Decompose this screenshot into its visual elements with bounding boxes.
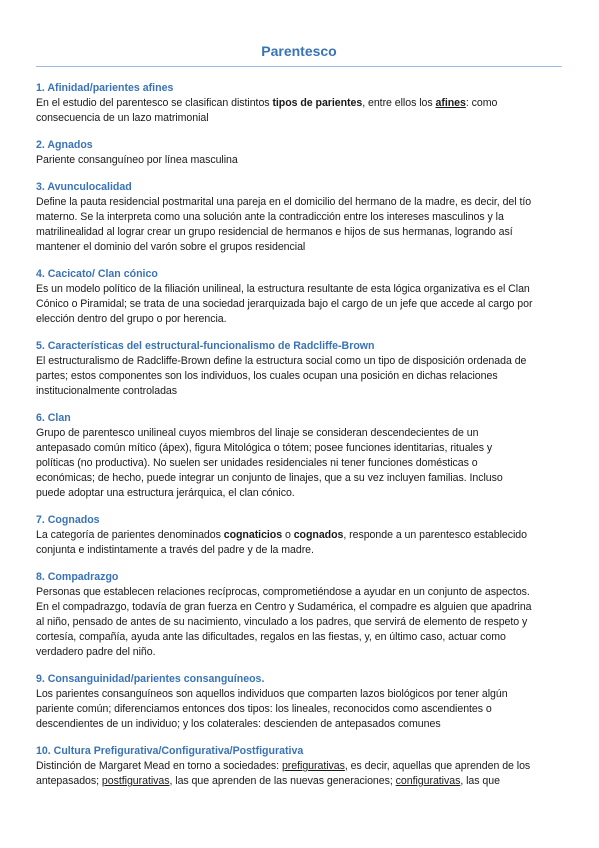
body-line — [36, 225, 562, 240]
text-run: elección dentro del grupo o por herencia. — [36, 313, 227, 325]
body-line — [36, 210, 562, 225]
bold-term: afines — [435, 97, 466, 109]
body-line — [36, 486, 562, 501]
bold-term: cognaticios — [223, 529, 283, 541]
text-run: Es un modelo político de la filiación unilineal, la estructura resultante de esta lógica organizativa es el Clan — [36, 283, 530, 295]
body-line — [36, 471, 562, 486]
body-line — [36, 687, 562, 702]
text-run: cortesía, compañía, ayuda ante las dificultades, regalos en las fiestas, y, en último caso, actuar como — [36, 631, 506, 643]
body-line — [36, 354, 562, 369]
body-line — [36, 528, 562, 543]
section — [36, 411, 562, 501]
body-line — [36, 774, 562, 789]
bold-term: tipos de parientes — [272, 97, 363, 109]
section — [36, 267, 562, 327]
section-heading: 4. Cacicato/ Clan cónico — [36, 268, 158, 280]
body-line — [36, 717, 562, 732]
body-line — [36, 543, 562, 558]
text-run: Distinción de Margaret Mead en torno a sociedades: — [36, 760, 282, 772]
text-run: En el compadrazgo, todavía de gran fuerza en Centro y Sudamérica, el compadre es alguien que apadrina — [36, 601, 532, 613]
text-run: mantener el dominio del varón sobre el grupos residencial — [36, 241, 306, 253]
section — [36, 81, 562, 126]
text-run: La categoría de parientes denominados — [36, 529, 224, 541]
body-line — [36, 297, 562, 312]
text-run: antepasados; — [36, 775, 102, 787]
text-run: partes; estos componentes son los individuos, los cuales ocupan una posición en dichas relaciones — [36, 370, 498, 382]
body-line — [36, 585, 562, 600]
text-run: Cónico o Piramidal; se trata de una sociedad jerarquizada bajo el cargo de un jefe que accede al cargo por — [36, 298, 533, 310]
underlined-term: configurativas — [395, 775, 461, 787]
section-heading: 6. Clan — [36, 412, 71, 424]
section-heading: 8. Compadrazgo — [36, 571, 119, 583]
text-run: , responde a un parentesco establecido — [343, 529, 527, 541]
body-line — [36, 441, 562, 456]
body-line — [36, 426, 562, 441]
section-heading: 9. Consanguinidad/parientes consanguíneos. — [36, 673, 265, 685]
section — [36, 138, 562, 168]
body-line — [36, 456, 562, 471]
sections-container — [36, 81, 562, 789]
page-title: Parentesco — [261, 43, 337, 59]
text-run: económicas; de hecho, puede integrar un conjunto de linajes, que a su vez incluyen familias. Incluso — [36, 472, 503, 484]
section-heading: 7. Cognados — [36, 514, 100, 526]
text-run: Define la pauta residencial postmarital una pareja en el domicilio del hermano de la madre, es decir, del tío — [36, 196, 532, 208]
body-line — [36, 645, 562, 660]
section — [36, 672, 562, 732]
text-run: institucionalmente controladas — [36, 385, 178, 397]
body-line — [36, 240, 562, 255]
body-line — [36, 369, 562, 384]
title-divider — [36, 66, 562, 67]
text-run: , entre ellos los — [362, 97, 436, 109]
section-heading: 5. Características del estructural-funcionalismo de Radcliffe-Brown — [36, 340, 375, 352]
text-run: En el estudio del parentesco se clasifican distintos — [36, 97, 273, 109]
text-run: El estructuralismo de Radcliffe-Brown define la estructura social como un tipo de disposición ordenada de — [36, 355, 527, 367]
section — [36, 180, 562, 255]
body-line — [36, 111, 562, 126]
text-run: puede adoptar una estructura jerárquica, el clan cónico. — [36, 487, 295, 499]
text-run: al niño, pensado de antes de su nacimiento, vinculado a los padres, que servirá de elemento de respeto y — [36, 616, 528, 628]
section-heading: 2. Agnados — [36, 139, 93, 151]
text-run: o — [282, 529, 294, 541]
text-run: descendientes de un individuo; y los colaterales: descienden de antepasados comunes — [36, 718, 441, 730]
body-line — [36, 153, 562, 168]
section — [36, 744, 562, 789]
body-line — [36, 759, 562, 774]
text-run: pariente común; diferenciamos entonces dos tipos: los lineales, reconocidos como ascendientes o — [36, 703, 492, 715]
body-line — [36, 702, 562, 717]
text-run: conjunta e indistintamente a través del padre y de la madre. — [36, 544, 314, 556]
section-heading: 3. Avunculocalidad — [36, 181, 132, 193]
body-line — [36, 195, 562, 210]
bold-term: cognados — [293, 529, 344, 541]
text-run: antepasado común mítico (ápex), figura Mitológica o tótem; posee funciones identitarias, rituales y — [36, 442, 493, 454]
text-run: , las que aprenden de las nuevas generaciones; — [169, 775, 396, 787]
text-run: matrilinealidad al lograr crear un grupo residencial de hermanos e hijos de sus hermanas, logrando así — [36, 226, 513, 238]
text-run: verdadero padre del niño. — [36, 646, 156, 658]
underlined-term: postfigurativas — [101, 775, 170, 787]
body-line — [36, 96, 562, 111]
body-line — [36, 384, 562, 399]
text-run: Los parientes consanguíneos son aquellos individuos que comparten lazos biológicos por tener algún — [36, 688, 508, 700]
body-line — [36, 312, 562, 327]
text-run: Grupo de parentesco unilineal cuyos miembros del linaje se consideran descendecientes de un — [36, 427, 479, 439]
text-run: Pariente consanguíneo por línea masculina — [36, 154, 238, 166]
section-heading: 10. Cultura Prefigurativa/Configurativa/Postfigurativa — [36, 745, 304, 757]
text-run: políticas (no productiva). No suelen ser unidades residenciales ni tener funciones domésticas o — [36, 457, 478, 469]
text-run: Personas que establecen relaciones recíprocas, comprometiéndose a ayudar en un conjunto de aspectos. — [36, 586, 530, 598]
underlined-term: prefigurativas — [281, 760, 345, 772]
body-line — [36, 630, 562, 645]
text-run: : como — [465, 97, 498, 109]
section — [36, 339, 562, 399]
section — [36, 570, 562, 660]
body-line — [36, 282, 562, 297]
section — [36, 513, 562, 558]
text-run: consecuencia de un lazo matrimonial — [36, 112, 209, 124]
section-heading: 1. Afinidad/parientes afines — [36, 82, 174, 94]
text-run: , las que — [460, 775, 500, 787]
body-line — [36, 600, 562, 615]
text-run: materno. Se la interpreta como una solución ante la contradicción entre los intereses masculinos y la — [36, 211, 504, 223]
text-run: , es decir, aquellas que aprenden de los — [344, 760, 531, 772]
body-line — [36, 615, 562, 630]
